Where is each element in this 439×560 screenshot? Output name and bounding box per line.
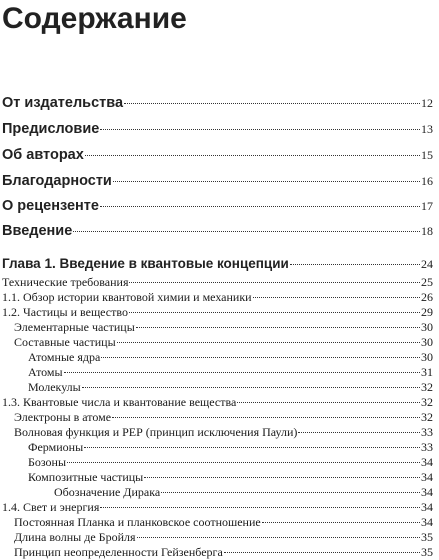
leader-dots (67, 462, 420, 463)
toc-entry-label: Элементарные частицы (14, 320, 135, 334)
toc-entry[interactable] (0, 500, 433, 515)
leader-dots (290, 264, 420, 265)
toc-entry-introduction[interactable] (0, 223, 433, 239)
toc-entry[interactable] (0, 350, 433, 365)
leader-dots (100, 507, 420, 508)
leader-dots (82, 387, 420, 388)
leader-dots (101, 357, 420, 358)
toc-page-number: 29 (421, 305, 433, 319)
toc-entry[interactable] (0, 380, 433, 395)
toc-entry-label: 1.3. Квантовые числа и квантование вещества (2, 395, 237, 409)
toc-entry[interactable] (0, 515, 433, 530)
toc-page-number: 31 (421, 365, 433, 379)
toc-page-number: 33 (421, 440, 433, 454)
toc-entry[interactable] (0, 290, 433, 305)
toc-page-number: 34 (421, 500, 433, 514)
toc-page-number: 34 (421, 455, 433, 469)
toc-entry-label: Благодарности (2, 173, 112, 189)
toc-entry-label: Бозоны (28, 455, 67, 469)
toc-page-number: 33 (421, 425, 433, 439)
toc-entry[interactable] (0, 545, 433, 560)
toc-page-number: 32 (421, 380, 433, 394)
toc-entry-label: Электроны в атоме (14, 410, 112, 424)
toc-entry-label: Введение (2, 223, 73, 239)
toc-entry-publisher[interactable] (0, 95, 433, 111)
leader-dots (253, 297, 420, 298)
leader-dots (224, 552, 420, 553)
toc-page-number: 35 (421, 545, 433, 559)
toc-page-number: 30 (421, 335, 433, 349)
leader-dots (129, 282, 420, 283)
leader-dots (100, 206, 420, 207)
toc-entry-reviewer[interactable] (0, 198, 433, 214)
toc-entry[interactable] (0, 440, 433, 455)
toc-entry[interactable] (0, 470, 433, 485)
toc-entry[interactable] (0, 320, 433, 335)
toc-entry-label: Атомы (28, 365, 63, 379)
leader-dots (136, 327, 420, 328)
leader-dots (144, 477, 420, 478)
toc-page-number: 15 (421, 148, 433, 162)
toc-page-number: 34 (421, 485, 433, 499)
toc-page-number: 26 (421, 290, 433, 304)
leader-dots (73, 231, 420, 232)
leader-dots (161, 492, 420, 493)
toc-entry[interactable] (0, 275, 433, 290)
toc-page-number: 32 (421, 395, 433, 409)
toc-entry[interactable] (0, 305, 433, 320)
toc-entry-label: 1.2. Частицы и вещество (2, 305, 128, 319)
toc-page-number: 32 (421, 410, 433, 424)
toc-entry-preface[interactable] (0, 121, 433, 137)
toc-entry[interactable] (0, 365, 433, 380)
toc-entry-label: Молекулы (28, 380, 81, 394)
toc-page-number: 25 (421, 275, 433, 289)
toc-entry[interactable] (0, 410, 433, 425)
toc-entry-label: Технические требования (2, 275, 129, 289)
toc-entry[interactable] (0, 455, 433, 470)
leader-dots (112, 417, 420, 418)
leader-dots (84, 447, 420, 448)
toc-entry-label: 1.1. Обзор истории квантовой химии и механики (2, 290, 252, 304)
leader-dots (117, 342, 420, 343)
leader-dots (137, 537, 421, 538)
toc-page-number: 13 (421, 122, 433, 136)
toc-page-number: 34 (421, 515, 433, 529)
toc-entry-authors[interactable] (0, 147, 433, 163)
leader-dots (113, 181, 420, 182)
toc-entry-label: Длина волны де Бройля (14, 530, 136, 544)
toc-entry-label: Предисловие (2, 121, 100, 137)
toc-page-number: 24 (421, 257, 433, 271)
leader-dots (298, 432, 420, 433)
toc-entry[interactable] (0, 335, 433, 350)
toc-page-number: 18 (421, 224, 433, 238)
toc-entry-acknowledgements[interactable] (0, 173, 433, 189)
toc-page-number: 35 (421, 530, 433, 544)
leader-dots (262, 522, 420, 523)
toc-chapter-1[interactable] (0, 256, 433, 272)
toc-entry-label: Обозначение Дирака (54, 485, 161, 499)
toc-page-number: 34 (421, 470, 433, 484)
leader-dots (237, 402, 420, 403)
page-title: Содержание (2, 2, 187, 35)
toc-entry[interactable] (0, 485, 433, 500)
toc-page-number: 16 (421, 174, 433, 188)
toc-entry-label: Об авторах (2, 147, 84, 163)
toc-entry-label: Фермионы (28, 440, 84, 454)
toc-entry-label: Принцип неопределенности Гейзенберга (14, 545, 223, 559)
leader-dots (85, 155, 420, 156)
toc-entry-label: Составные частицы (14, 335, 116, 349)
toc-entry-label: 1.4. Свет и энергия (2, 500, 100, 514)
toc-chapter-label: Глава 1. Введение в квантовые концепции (2, 256, 289, 271)
toc-entry[interactable] (0, 395, 433, 410)
toc-entry-label: Атомные ядра (28, 350, 101, 364)
toc-entry[interactable] (0, 530, 433, 545)
toc-page-number: 12 (421, 96, 433, 110)
toc-entry-label: О рецензенте (2, 198, 99, 214)
toc-entry-label: Постоянная Планка и планковское соотношение (14, 515, 261, 529)
toc-page-number: 30 (421, 350, 433, 364)
toc-page-number: 17 (421, 199, 433, 213)
toc-page-number: 30 (421, 320, 433, 334)
toc-entry[interactable] (0, 425, 433, 440)
toc-entry-label: Волновая функция и РЕР (принцип исключения Паули) (14, 425, 298, 439)
toc-entry-label: Композитные частицы (28, 470, 144, 484)
leader-dots (129, 312, 420, 313)
toc-entry-label: От издательства (2, 95, 124, 111)
leader-dots (124, 103, 420, 104)
leader-dots (100, 129, 420, 130)
leader-dots (64, 372, 420, 373)
